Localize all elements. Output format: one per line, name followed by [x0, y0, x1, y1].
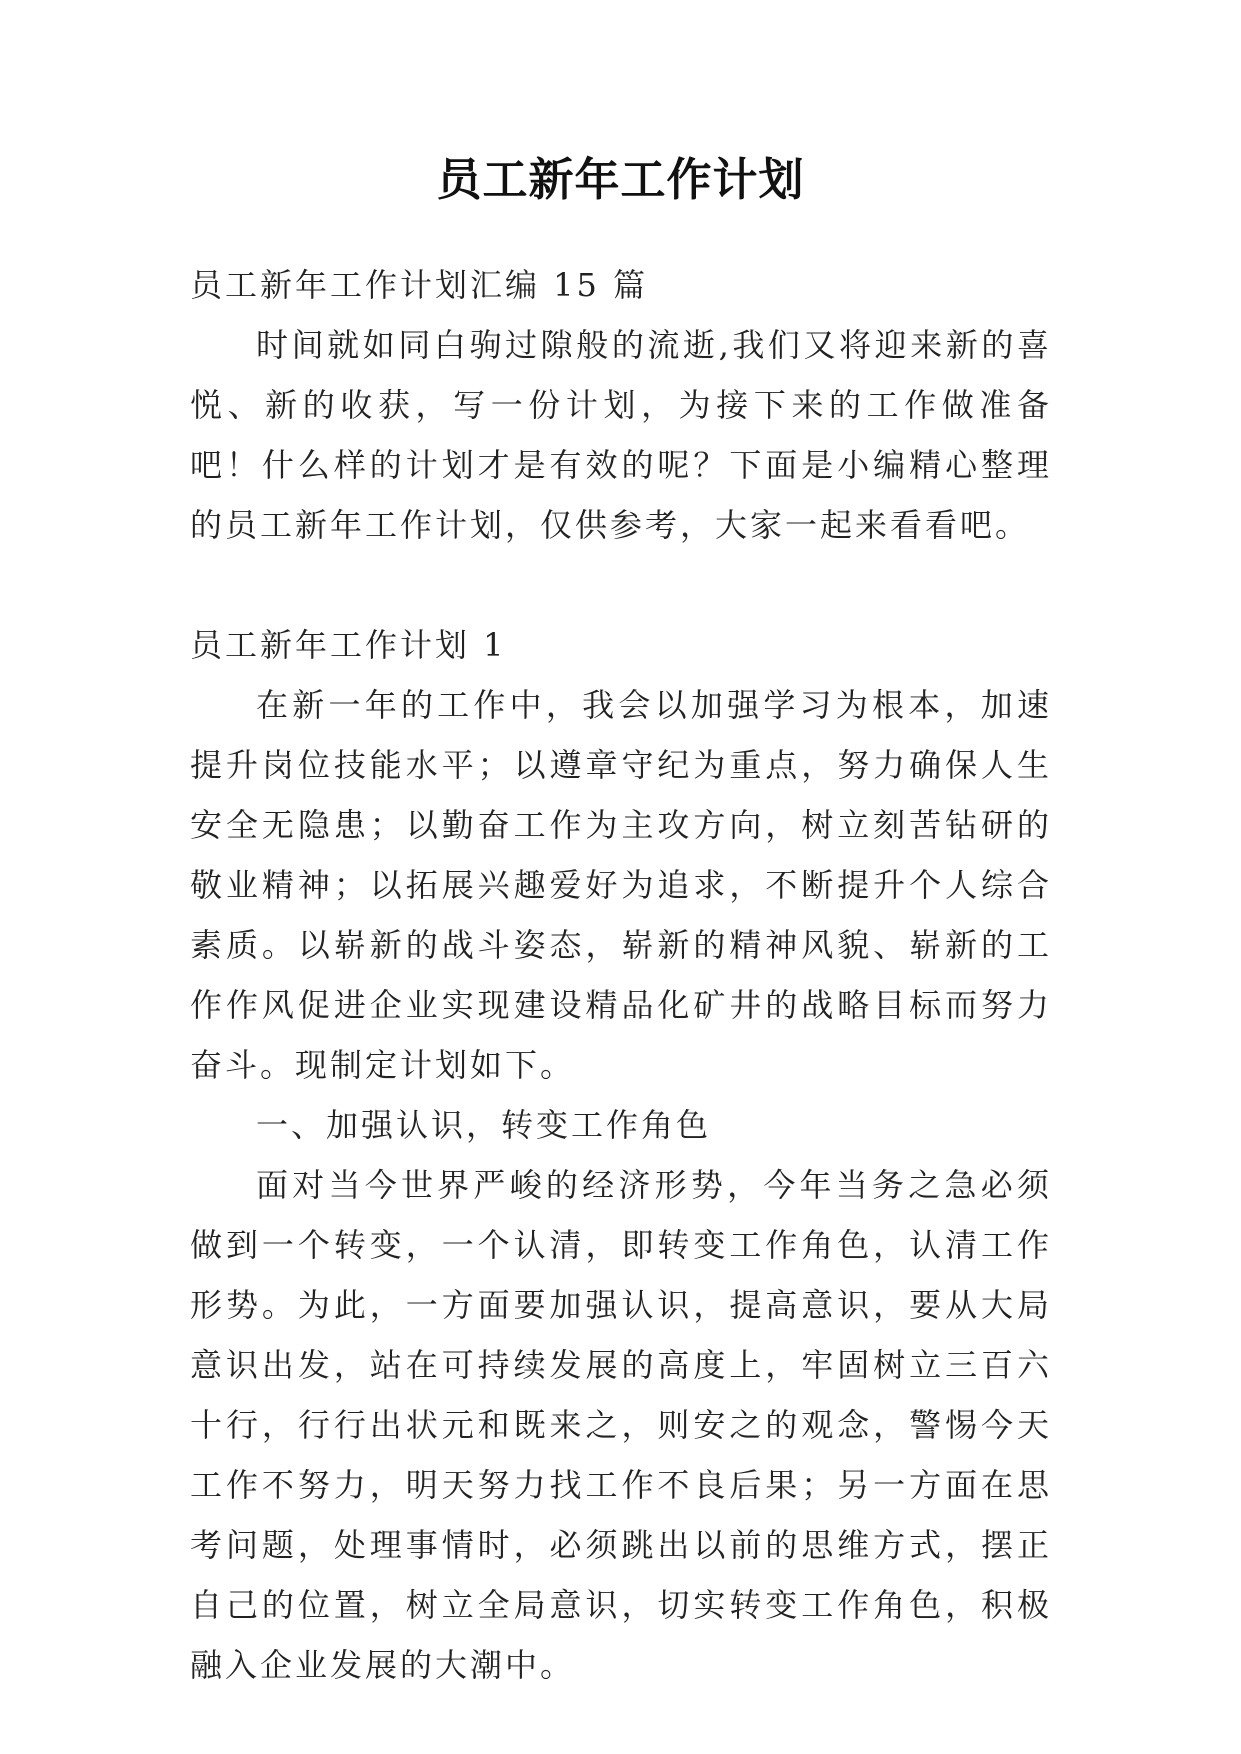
paragraph-gap — [190, 555, 1052, 615]
collection-subtitle: 员工新年工作计划汇编 15 篇 — [190, 266, 649, 304]
document-body — [190, 255, 1052, 1695]
point-paragraph: 面对当今世界严峻的经济形势，今年当务之急必须做到一个转变，一个认清，即转变工作角色，认清工作形势。为此，一方面要加强认识，提高意识，要从大局意识出发，站在可持续发展的高度上，牢固树立三百六十行，行行出状元和既来之，则安之的观念，警惕今天工作不努力，明天努力找工作不良后果；另一方面在思考问题，处理事情时，必须跳出以前的思维方式，摆正自己的位置，树立全局意识，切实转变工作角色，积极融入企业发展的大潮中。 — [190, 1166, 1052, 1684]
section-paragraph: 在新一年的工作中，我会以加强学习为根本，加速提升岗位技能水平；以遵章守纪为重点，努力确保人生安全无隐患；以勤奋工作为主攻方向，树立刻苦钻研的敬业精神；以拓展兴趣爱好为追求，不断提升个人综合素质。以崭新的战斗姿态，崭新的精神风貌、崭新的工作作风促进企业实现建设精品化矿井的战略目标而努力奋斗。现制定计划如下。 — [190, 686, 1052, 1084]
section-heading: 员工新年工作计划 1 — [190, 626, 507, 664]
document-title: 员工新年工作计划 — [436, 153, 805, 206]
point-heading: 一、加强认识，转变工作角色 — [256, 1106, 712, 1144]
intro-paragraph: 时间就如同白驹过隙般的流逝,我们又将迎来新的喜悦、新的收获，写一份计划，为接下来的工作做准备吧！什么样的计划才是有效的呢？下面是小编精心整理的员工新年工作计划，仅供参考，大家一起来看看吧。 — [190, 326, 1052, 544]
